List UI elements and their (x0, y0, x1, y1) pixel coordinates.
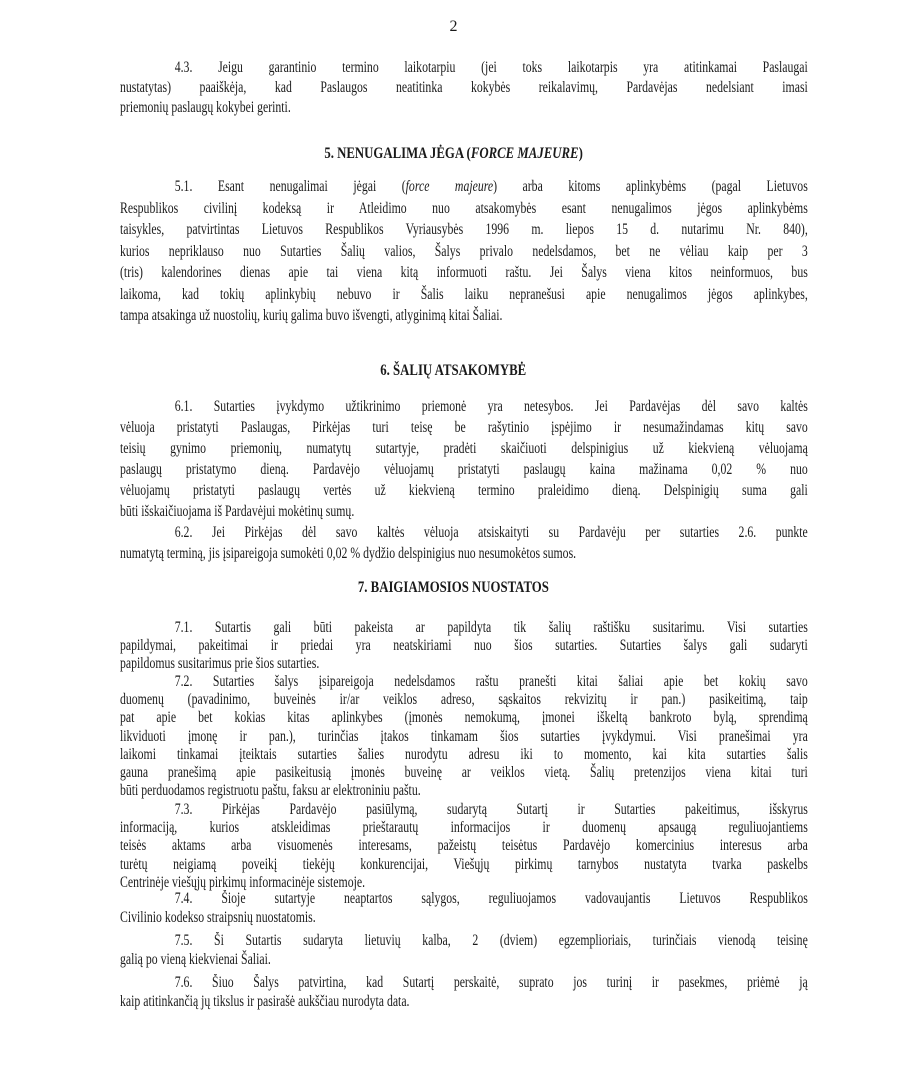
text-line: 7.3. Pirkėjas Pardavėjo pasiūlymą, sudarytą Sutartį ir Sutarties pakeitimus, išskyrus (174, 801, 808, 818)
text-line: būti perduodamos registruotu paštu, faksu ar elektroniniu paštu. (120, 782, 421, 800)
text-line: papildymai, pakeitimai ir priedai yra neatskiriami nuo šios sutarties. Sutarties šalys gali sudaryti (120, 637, 808, 655)
text-line: pat apie bet kokias kitas aplinkybes (įmonės nemokumą, įmonei iškeltą bankroto bylą, sprendimą (120, 709, 808, 727)
paragraph-7-6 (120, 974, 808, 1011)
paragraph-7-3 (120, 801, 808, 892)
text-line: papildomus susitarimus prie šios sutarties. (120, 655, 320, 673)
text-line: teisių gynimo priemonių, numatytų sutartyje, pradėti skaičiuoti delspinigius už kiekvieną vėluojamą (120, 440, 808, 457)
section-heading-liability (0, 362, 907, 380)
text-line: taisykles, patvirtintas Lietuvos Respublikos Vyriausybės 1996 m. liepos 15 d. nutarimu Nr. 840), (120, 221, 808, 238)
text-line: 7.2. Sutarties šalys įsipareigoja nedelsdamos raštu pranešti kitai šaliai apie bet kokių savo (174, 673, 808, 690)
text-line: 7.1. Sutartis gali būti pakeista ar papildyta tik šalių raštišku susitarimu. Visi sutarties (174, 619, 808, 636)
italic-term: force majeure (405, 178, 494, 195)
text-line: 7.5. Ši Sutartis sudaryta lietuvių kalba, 2 (dviem) egzemplioriais, turinčiais vienodą teisinę (174, 932, 808, 949)
paragraph-6-2 (120, 522, 808, 564)
text-line: kaip atitinkančią jų tikslus ir pasirašė aukščiau nurodyta data. (120, 992, 410, 1010)
text-line: Respublikos civilinį kodeksą ir Atleidimo nuo atsakomybės esant nenugalimos jėgos aplinkybėms (120, 199, 808, 217)
text-line: galią po vieną kiekvienai Šaliai. (120, 950, 271, 968)
text-line: (tris) kalendorines dienas apie tai viena kitą informuoti raštu. Jei Šalys viena kitos neinformuos, bus (120, 264, 808, 281)
text-line: Civilinio kodekso straipsnių nuostatomis. (120, 908, 316, 926)
text-line: likviduoti įmonę ir pan.), turinčias įtakos tinkamam šios sutarties įvykdymui. Visi pranešimai yra (120, 727, 808, 745)
text-line: turėtų neigiamą poveikį tiekėjų konkurencijai, Viešųjų pirkimų tarnybos nustatyta tvarka paskelbs (120, 855, 808, 873)
text-line: vėluojamų pristatyti paslaugų vertės už kiekvieną termino praleidimo dieną. Delspinigių suma gali (120, 482, 808, 499)
text-line: vėluoja pristatyti Paslaugas, Pirkėjas turi teisę be rašytinio įspėjimo ir nesumažindamas kitų savo (120, 419, 808, 436)
text-line: 6.2. Jei Pirkėjas dėl savo kaltės vėluoja atsiskaityti su Pardavėju per sutarties 2.6. punkte (174, 524, 808, 541)
text-line: tampa atsakinga už nuostolių, kurių galima buvo išvengti, atlyginimą kitai Šaliai. (120, 307, 503, 324)
paragraph-7-4 (120, 890, 808, 927)
heading-text: 6. ŠALIŲ ATSAKOMYBĖ (380, 362, 527, 379)
text-line: laikomi tinkamai įteiktais sutarties šalies nurodytu adresu iki to momento, kai kita sutarties šalis (120, 745, 808, 763)
heading-text: 5. NENUGALIMA JĖGA ( (324, 145, 471, 162)
paragraph-7-1 (120, 619, 808, 674)
heading-text: 7. BAIGIAMOSIOS NUOSTATOS (357, 579, 549, 596)
text-line: 5.1. Esant nenugalimai jėgai (force majeure) arba kitoms aplinkybėms (pagal Lietuvos (174, 178, 808, 195)
text-line: priemonių paslaugų kokybei gerinti. (120, 99, 291, 116)
heading-italic-text: FORCE MAJEURE (470, 145, 579, 162)
text-line: 7.4. Šioje sutartyje neaptartos sąlygos, reguliuojamos vadovaujantis Lietuvos Respublikos (174, 890, 808, 907)
page-number: 2 (449, 18, 458, 35)
section-heading-final-provisions (0, 579, 907, 597)
text-line: nustatytas) paaiškėja, kad Paslaugos neatitinka kokybės reikalavimų, Pardavėjas nedelsiant imasi (120, 79, 808, 96)
text-line: gauna pranešimą apie pasikeitusią įmonės buveinę ar veiklos vietą. Šalių pretenzijos viena kitai turi (120, 764, 808, 782)
paragraph-5-1 (120, 176, 808, 327)
text-line: būti išskaičiuojama iš Pardavėjui mokėtinų sumų. (120, 503, 355, 520)
text-line: 6.1. Sutarties įvykdymo užtikrinimo priemonė yra netesybos. Jei Pardavėjas dėl savo kaltės (174, 398, 808, 415)
text-line: 7.6. Šiuo Šalys patvirtina, kad Sutartį perskaitė, suprato jos turinį ir pasekmes, priėmė ją (174, 974, 808, 991)
text-line: kurios nepriklauso nuo Sutarties Šalių valios, Šalys privalo nedelsdamos, bet ne vėliau kaip per 3 (120, 242, 808, 260)
text-line: paslaugų pristatymo dieną. Pardavėjo vėluojamų pristatyti paslaugų kaina mažinama 0,02 % nuo (120, 461, 808, 478)
heading-text-end: ) (578, 145, 583, 162)
text-line: 4.3. Jeigu garantinio termino laikotarpiu (jei toks laikotarpis yra atitinkamai Paslaugai (174, 59, 808, 76)
text-line: informaciją, kurios atskleidimas prieštarautų informacijos ir duomenų apsaugą reguliuojantiems (120, 819, 808, 837)
paragraph-4-3 (120, 58, 808, 118)
paragraph-6-1 (120, 396, 808, 522)
section-heading-force-majeure (0, 145, 907, 163)
text-line: laikoma, kad tokių aplinkybių nebuvo ir Šalis laiku nepranešusi apie nenugalimos jėgos aplinkybes, (120, 285, 808, 303)
text-line: teisės aktams arba visuomenės interesams, pažeistų teisėtus Pardavėjo komercinius interesus arba (120, 837, 808, 855)
text-line: duomenų (pavadinimo, buveinės ir/ar veiklos adreso, sąskaitos rekvizitų ir pan.) pasikeitimą, taip (120, 691, 808, 709)
text-line: numatytą terminą, jis įsipareigoja sumokėti 0,02 % dydžio delspinigius nuo nesumokėtos sumos. (120, 545, 577, 562)
text-line: Centrinėje viešųjų pirkimų informacinėje sistemoje. (120, 873, 366, 891)
paragraph-7-2 (120, 673, 808, 800)
paragraph-7-5 (120, 932, 808, 969)
